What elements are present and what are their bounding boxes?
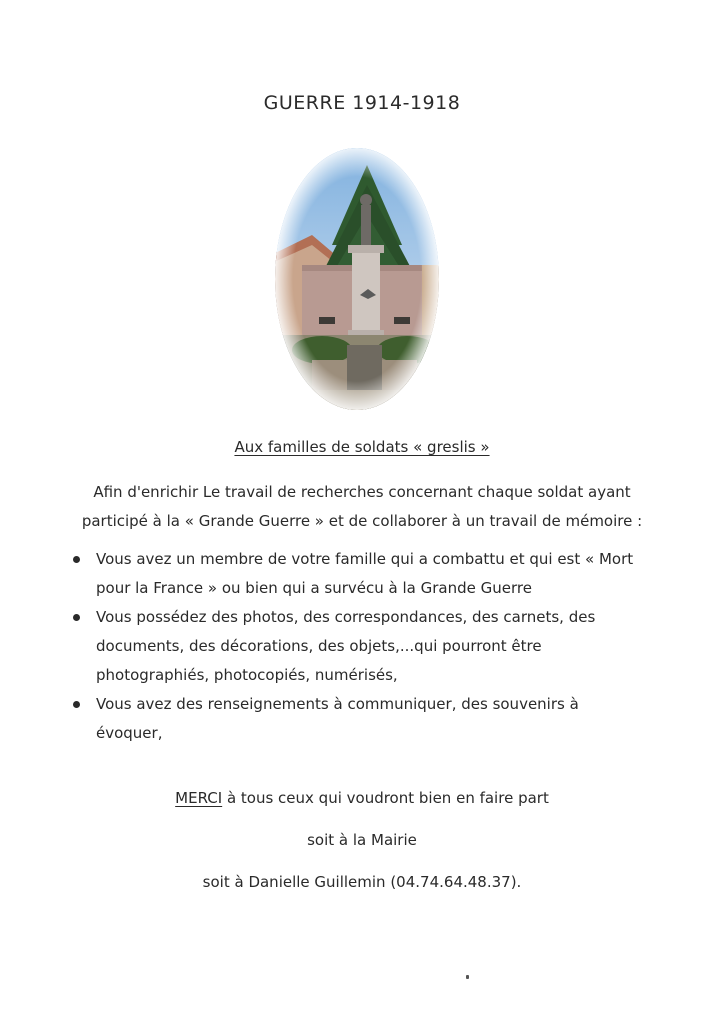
list-item [70, 690, 650, 748]
thanks-line [0, 789, 724, 807]
bullet-icon [73, 701, 80, 708]
contact-line: soit à Danielle Guillemin (04.74.64.48.37). [202, 873, 522, 891]
bullet-icon [73, 556, 80, 563]
bullet-icon [73, 614, 80, 621]
scan-speck [466, 975, 469, 979]
war-memorial-photo [272, 145, 442, 413]
list-item-text: Vous avez des renseignements à communiquer, des souvenirs à évoquer, [96, 695, 579, 742]
list-item-text: Vous avez un membre de votre famille qui a combattu et qui est « Mort pour la France » ou bien qui a survécu à la Grande Guerre [96, 550, 634, 597]
list-item [70, 603, 650, 690]
mairie-line: soit à la Mairie [307, 831, 417, 849]
thanks-emphasis: MERCI [175, 789, 223, 807]
bullet-list [70, 545, 650, 748]
thanks-text: à tous ceux qui voudront bien en faire part [222, 789, 549, 807]
page-title: GUERRE 1914-1918 [263, 92, 461, 114]
list-item [70, 545, 650, 603]
list-item-text: Vous possédez des photos, des correspondances, des carnets, des documents, des décorations, des objets,...qui pourront être photographiés, photocopiés, numérisés, [96, 608, 596, 684]
subtitle [0, 438, 724, 456]
subtitle-text: Aux familles de soldats « greslis » [234, 438, 490, 456]
intro-paragraph: Afin d'enrichir Le travail de recherches concernant chaque soldat ayant participé à la « Grande Guerre » et de collaborer à un travail de mémoire : [81, 483, 643, 530]
